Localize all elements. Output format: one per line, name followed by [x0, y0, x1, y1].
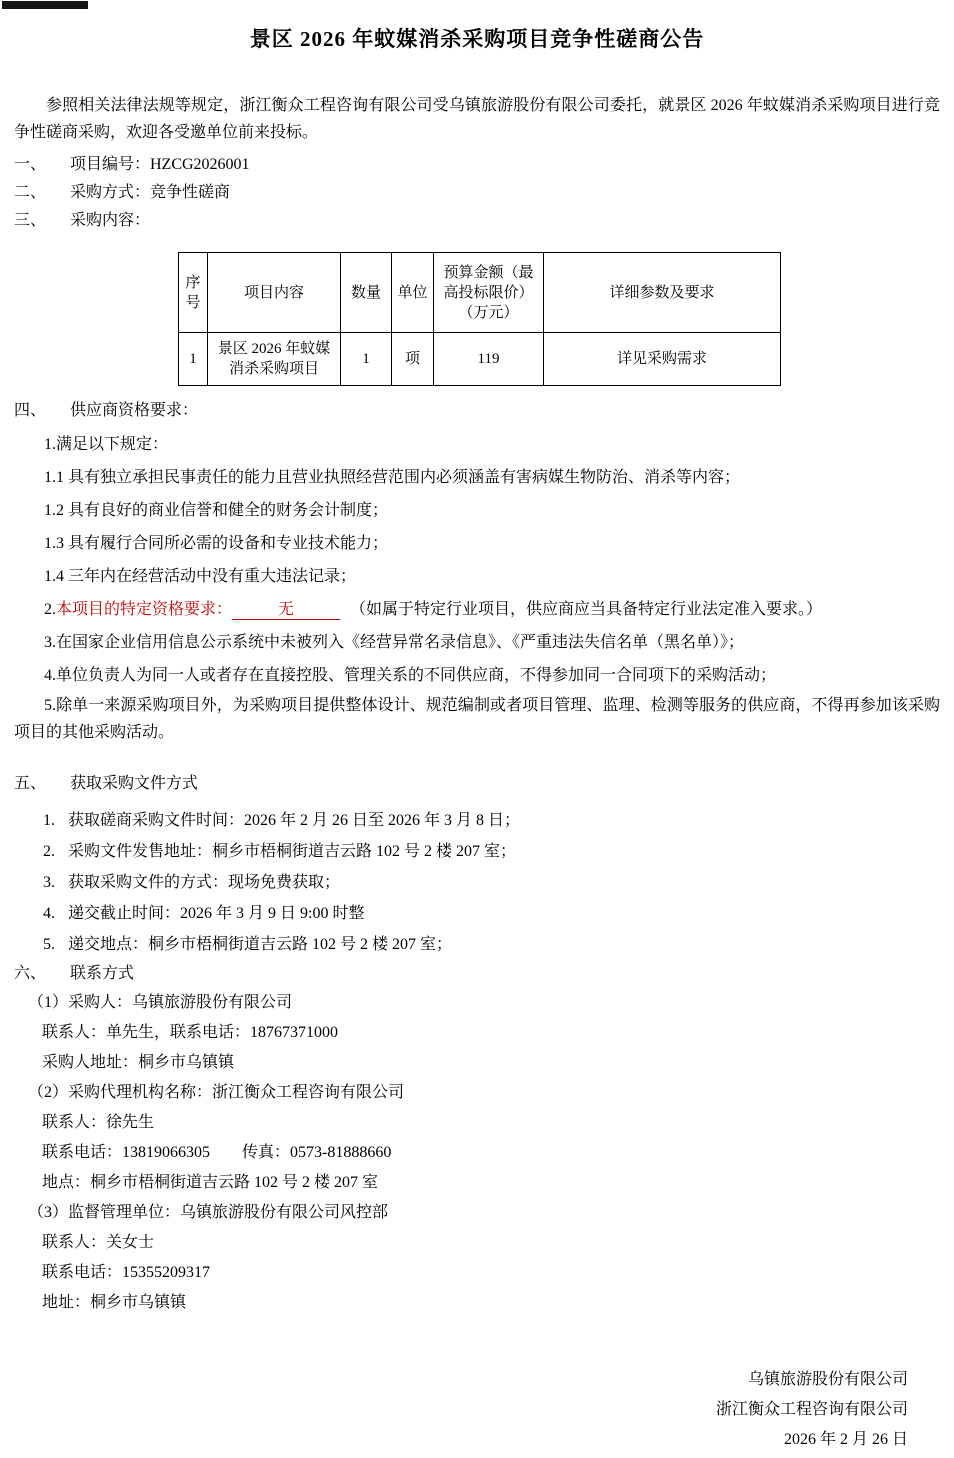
qualification-special-requirement: [44, 593, 940, 626]
col-header-unit: 单位: [392, 253, 434, 333]
contact-person-phone: 联系人：单先生，联系电话：18767371000: [42, 1024, 339, 1041]
redaction-bar: [2, 1, 88, 9]
cell-seq: 1: [179, 333, 208, 386]
item-number: 4.: [43, 905, 55, 922]
item-number: 3.: [43, 874, 55, 891]
col-header-content: 项目内容: [208, 253, 341, 333]
qualification-item: 1.4 三年内在经营活动中没有重大违法记录；: [44, 568, 357, 585]
section-text: 采购方式：竞争性磋商: [70, 184, 231, 201]
contacts-block: [0, 988, 954, 1318]
section-contact-info: [14, 960, 940, 988]
obtain-item: [43, 805, 940, 836]
qualification-item: 5.除单一来源采购项目外，为采购项目提供整体设计、规范编制或者项目管理、监理、检测等服务的供应商，不得再参加该采购项目的其他采购活动。: [14, 697, 940, 741]
item-text: 获取采购文件的方式：现场免费获取；: [68, 874, 341, 891]
qual-special-value: 无: [232, 600, 340, 620]
item-text: 采购文件发售地址：桐乡市梧桐街道吉云路 102 号 2 楼 207 室；: [68, 843, 517, 860]
qualification-item: 4.单位负责人为同一人或者存在直接控股、管理关系的不同供应商，不得参加同一合同项下的采购活动；: [44, 667, 777, 684]
section-number: 六、: [14, 965, 47, 982]
cell-params: 详见采购需求: [544, 333, 781, 386]
item-text: 递交截止时间：2026 年 3 月 9 日 9:00 时整: [68, 905, 365, 922]
qual-special-label: 本项目的特定资格要求：: [56, 601, 233, 618]
cell-content: 景区 2026 年蚊媒消杀采购项目: [208, 333, 341, 386]
item-number: 5.: [43, 936, 55, 953]
signature-block: [0, 1365, 954, 1455]
contact-supervisor: （3）监督管理单位：乌镇旅游股份有限公司风控部: [28, 1204, 389, 1221]
obtain-item: [43, 898, 940, 929]
section-number: 二、: [14, 184, 47, 201]
qualification-item: 1.3 具有履行合同所必需的设备和专业技术能力；: [44, 535, 389, 552]
contact-purchaser-address: 采购人地址：桐乡市乌镇镇: [42, 1054, 235, 1071]
qualification-item: 1.满足以下规定：: [44, 436, 169, 453]
section-purchase-content: [14, 207, 940, 235]
section-number: 三、: [14, 212, 47, 229]
page-title: 景区 2026 年蚊媒消杀采购项目竞争性磋商公告: [249, 27, 705, 51]
section-text: 联系方式: [70, 965, 135, 982]
contact-supervisor-phone: 联系电话：15355209317: [42, 1264, 211, 1281]
cell-qty: 1: [341, 333, 392, 386]
qual-special-note: （如属于特定行业项目，供应商应当具备特定行业法定准入要求。）: [350, 601, 823, 618]
intro-paragraph: 参照相关法律法规等规定，浙江衡众工程咨询有限公司受乌镇旅游股份有限公司委托，就景区 2026 年蚊媒消杀采购项目进行竞争性磋商采购，欢迎各受邀单位前来投标。: [14, 97, 940, 141]
col-header-budget: 预算金额（最高投标限价）（万元）: [434, 253, 544, 333]
signature-purchaser: 乌镇旅游股份有限公司: [747, 1371, 908, 1388]
section-obtain-documents: [14, 770, 940, 798]
section-number: 一、: [14, 156, 47, 173]
col-header-seq: 序号: [179, 253, 208, 333]
purchase-items-table: [178, 252, 781, 386]
section-supplier-qualifications: [14, 397, 940, 425]
section-text: 采购内容：: [70, 212, 151, 229]
item-text: 递交地点：桐乡市梧桐街道吉云路 102 号 2 楼 207 室；: [68, 936, 453, 953]
table-header-row: [179, 253, 781, 333]
item-text: 获取磋商采购文件时间：2026 年 2 月 26 日至 2026 年 3 月 8 日；: [68, 812, 521, 829]
signature-date: 2026 年 2 月 26 日: [783, 1431, 908, 1448]
contact-agency-phone-fax: 联系电话：13819066305 传真：0573-81888660: [42, 1144, 392, 1161]
section-text: 供应商资格要求：: [70, 402, 199, 419]
qual-number: 2.: [44, 601, 56, 618]
obtain-item: [43, 929, 940, 960]
cell-unit: 项: [392, 333, 434, 386]
section-number: 五、: [14, 775, 47, 792]
signature-agency: 浙江衡众工程咨询有限公司: [715, 1401, 908, 1418]
col-header-params: 详细参数及要求: [544, 253, 781, 333]
qualification-item: 1.1 具有独立承担民事责任的能力且营业执照经营范围内必须涵盖有害病媒生物防治、消杀等内容；: [44, 469, 741, 486]
table-row: [179, 333, 781, 386]
section-number: 四、: [14, 402, 47, 419]
contact-agency-address: 地点：桐乡市梧桐街道吉云路 102 号 2 楼 207 室: [42, 1174, 379, 1191]
qualification-item: 3.在国家企业信用信息公示系统中未被列入《经营异常名录信息》、《严重违法失信名单（黑名单）》；: [44, 634, 745, 651]
col-header-qty: 数量: [341, 253, 392, 333]
section-text: 获取采购文件方式: [70, 775, 199, 792]
obtain-item: [43, 836, 940, 867]
contact-supervisor-address: 地址：桐乡市乌镇镇: [42, 1294, 187, 1311]
obtain-item: [43, 867, 940, 898]
contact-purchaser: （1）采购人：乌镇旅游股份有限公司: [28, 994, 293, 1011]
section-purchase-method: [14, 179, 940, 207]
item-number: 1.: [43, 812, 55, 829]
contact-agency-person: 联系人：徐先生: [42, 1114, 155, 1131]
section-project-number: [14, 151, 940, 179]
cell-budget: 119: [434, 333, 544, 386]
contact-agency: （2）采购代理机构名称：浙江衡众工程咨询有限公司: [28, 1084, 405, 1101]
section-text: 项目编号：HZCG2026001: [70, 156, 250, 173]
qualification-item: 1.2 具有良好的商业信誉和健全的财务会计制度；: [44, 502, 389, 519]
item-number: 2.: [43, 843, 55, 860]
contact-supervisor-person: 联系人：关女士: [42, 1234, 155, 1251]
